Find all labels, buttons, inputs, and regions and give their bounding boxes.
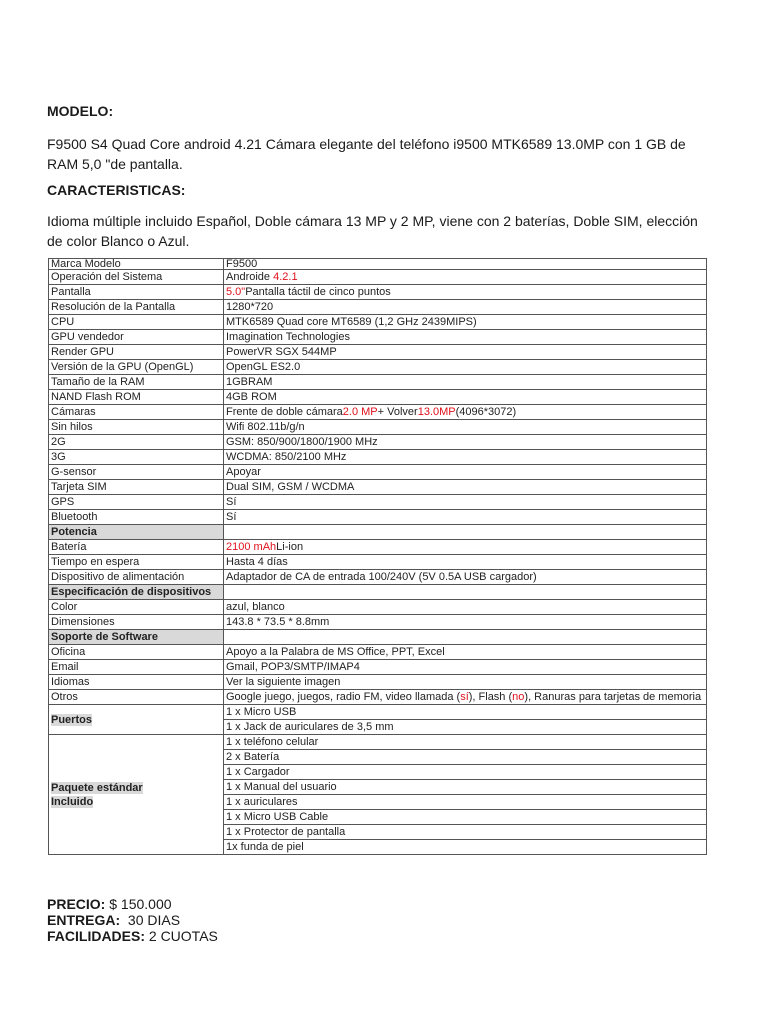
table-row xyxy=(49,600,707,615)
spec-label: GPU vendedor xyxy=(49,330,224,345)
spec-label: NAND Flash ROM xyxy=(49,390,224,405)
os-prefix: Androide xyxy=(226,271,274,283)
spec-label: Otros xyxy=(49,690,224,705)
spec-label: Marca Modelo xyxy=(49,259,224,270)
spec-value xyxy=(224,690,707,705)
spec-value: 1 x Micro USB xyxy=(224,705,707,720)
spec-label: Email xyxy=(49,660,224,675)
table-row xyxy=(49,630,707,645)
table-row xyxy=(49,495,707,510)
spec-value: WCDMA: 850/2100 MHz xyxy=(224,450,707,465)
table-row xyxy=(49,435,707,450)
screen-size: 5.0" xyxy=(226,286,246,298)
entrega-value: 30 DIAS xyxy=(127,912,181,928)
table-row xyxy=(49,615,707,630)
spec-value: 1 x Micro USB Cable xyxy=(224,810,707,825)
front-camera: 2.0 MP xyxy=(342,406,378,418)
spec-label: Sin hilos xyxy=(49,420,224,435)
precio-value: $ 150.000 xyxy=(109,896,172,912)
caracteristicas-heading: CARACTERISTICAS: xyxy=(47,182,186,198)
table-row xyxy=(49,585,707,600)
spec-value: Dual SIM, GSM / WCDMA xyxy=(224,480,707,495)
section-software: Soporte de Software xyxy=(49,630,224,645)
spec-value: 1x funda de piel xyxy=(224,840,707,855)
spec-value xyxy=(224,585,707,600)
paquete-label-line1: Paquete estándar xyxy=(51,781,143,794)
table-row xyxy=(49,375,707,390)
otros-text: ), Ranuras para tarjetas de memoria xyxy=(524,691,702,703)
spec-label: CPU xyxy=(49,315,224,330)
spec-label: Dispositivo de alimentación xyxy=(49,570,224,585)
spec-value: F9500 xyxy=(224,259,707,270)
spec-label: Versión de la GPU (OpenGL) xyxy=(49,360,224,375)
table-row xyxy=(49,690,707,705)
spec-label: Pantalla xyxy=(49,285,224,300)
table-row xyxy=(49,705,707,720)
spec-value: GSM: 850/900/1800/1900 MHz xyxy=(224,435,707,450)
table-row xyxy=(49,570,707,585)
spec-label: Render GPU xyxy=(49,345,224,360)
spec-value: MTK6589 Quad core MT6589 (1,2 GHz 2439MIPS) xyxy=(224,315,707,330)
spec-label: Idiomas xyxy=(49,675,224,690)
table-row xyxy=(49,510,707,525)
spec-value: azul, blanco xyxy=(224,600,707,615)
spec-value: 143.8 * 73.5 * 8.8mm xyxy=(224,615,707,630)
paquete-label-line2: Incluido xyxy=(51,795,94,808)
spec-value xyxy=(224,270,707,285)
spec-value: 2 x Batería xyxy=(224,750,707,765)
spec-value: Hasta 4 días xyxy=(224,555,707,570)
table-row xyxy=(49,450,707,465)
table-row xyxy=(49,345,707,360)
spec-label: 3G xyxy=(49,450,224,465)
footer-entrega xyxy=(47,912,180,928)
table-row xyxy=(49,315,707,330)
spec-label: Operación del Sistema xyxy=(49,270,224,285)
spec-value xyxy=(224,285,707,300)
section-puertos xyxy=(49,705,224,735)
spec-value: 1GBRAM xyxy=(224,375,707,390)
otros-si: sí xyxy=(460,691,469,703)
spec-value: 1 x Protector de pantalla xyxy=(224,825,707,840)
table-row xyxy=(49,420,707,435)
spec-value: Apoyo a la Palabra de MS Office, PPT, Excel xyxy=(224,645,707,660)
table-row xyxy=(49,285,707,300)
spec-value xyxy=(224,525,707,540)
section-especificacion: Especificación de dispositivos xyxy=(49,585,224,600)
table-row xyxy=(49,465,707,480)
section-potencia: Potencia xyxy=(49,525,224,540)
spec-label: Cámaras xyxy=(49,405,224,420)
table-row xyxy=(49,735,707,750)
spec-value: 1 x Manual del usuario xyxy=(224,780,707,795)
section-paquete xyxy=(49,735,224,855)
facilidades-value: 2 CUOTAS xyxy=(148,928,218,944)
spec-label: Oficina xyxy=(49,645,224,660)
spec-value: 1 x teléfono celular xyxy=(224,735,707,750)
facilidades-label: FACILIDADES: xyxy=(47,928,145,944)
spec-value: 1 x auriculares xyxy=(224,795,707,810)
spec-value: 1 x Jack de auriculares de 3,5 mm xyxy=(224,720,707,735)
spec-value: OpenGL ES2.0 xyxy=(224,360,707,375)
table-row xyxy=(49,660,707,675)
spec-label: 2G xyxy=(49,435,224,450)
camera-text: Frente de doble cámara xyxy=(226,406,343,418)
os-version: 4.2.1 xyxy=(273,271,298,283)
spec-label: GPS xyxy=(49,495,224,510)
spec-value xyxy=(224,630,707,645)
caracteristicas-description: Idioma múltiple incluido Español, Doble cámara 13 MP y 2 MP, viene con 2 baterías, Doble SIM, elección de color Blanco o Azul. xyxy=(47,213,698,249)
spec-label: Tarjeta SIM xyxy=(49,480,224,495)
table-row xyxy=(49,360,707,375)
spec-value: 1 x Cargador xyxy=(224,765,707,780)
spec-value: Sí xyxy=(224,510,707,525)
spec-value: Adaptador de CA de entrada 100/240V (5V 0.5A USB cargador) xyxy=(224,570,707,585)
spec-value xyxy=(224,405,707,420)
spec-value xyxy=(224,540,707,555)
otros-text: Google juego, juegos, radio FM, video llamada ( xyxy=(226,691,461,703)
spec-label: Tamaño de la RAM xyxy=(49,375,224,390)
footer-facilidades xyxy=(47,928,218,944)
table-row xyxy=(49,480,707,495)
spec-table xyxy=(48,258,707,855)
spec-value: Ver la siguiente imagen xyxy=(224,675,707,690)
puertos-label: Puertos xyxy=(51,713,92,726)
spec-value: Sí xyxy=(224,495,707,510)
table-row xyxy=(49,555,707,570)
table-row xyxy=(49,525,707,540)
table-row xyxy=(49,540,707,555)
spec-label: Batería xyxy=(49,540,224,555)
rear-camera: 13.0MP xyxy=(417,406,456,418)
spec-value: PowerVR SGX 544MP xyxy=(224,345,707,360)
table-row xyxy=(49,645,707,660)
precio-label: PRECIO: xyxy=(47,896,106,912)
spec-label: Dimensiones xyxy=(49,615,224,630)
spec-label: Color xyxy=(49,600,224,615)
spec-value: Wifi 802.11b/g/n xyxy=(224,420,707,435)
spec-value: 4GB ROM xyxy=(224,390,707,405)
camera-text: (4096*3072) xyxy=(455,406,517,418)
battery-type: Li-ion xyxy=(276,541,304,553)
spec-value: Imagination Technologies xyxy=(224,330,707,345)
camera-text: + Volver xyxy=(377,406,418,418)
table-row xyxy=(49,270,707,285)
otros-no: no xyxy=(512,691,525,703)
modelo-heading: MODELO: xyxy=(47,103,114,119)
entrega-label: ENTREGA: xyxy=(47,912,121,928)
spec-label: G-sensor xyxy=(49,465,224,480)
otros-text: ), Flash ( xyxy=(468,691,513,703)
spec-value: 1280*720 xyxy=(224,300,707,315)
footer-precio xyxy=(47,896,172,912)
spec-label: Bluetooth xyxy=(49,510,224,525)
screen-desc: Pantalla táctil de cinco puntos xyxy=(245,286,391,298)
table-row xyxy=(49,390,707,405)
table-row xyxy=(49,330,707,345)
table-row xyxy=(49,675,707,690)
modelo-description: F9500 S4 Quad Core android 4.21 Cámara elegante del teléfono i9500 MTK6589 13.0MP con 1 GB de RAM 5,0 "de pantalla. xyxy=(47,136,686,172)
spec-value: Gmail, POP3/SMTP/IMAP4 xyxy=(224,660,707,675)
table-row xyxy=(49,259,707,270)
spec-label: Tiempo en espera xyxy=(49,555,224,570)
table-row xyxy=(49,405,707,420)
battery-capacity: 2100 mAh xyxy=(226,541,277,553)
spec-label: Resolución de la Pantalla xyxy=(49,300,224,315)
spec-value: Apoyar xyxy=(224,465,707,480)
table-row xyxy=(49,300,707,315)
